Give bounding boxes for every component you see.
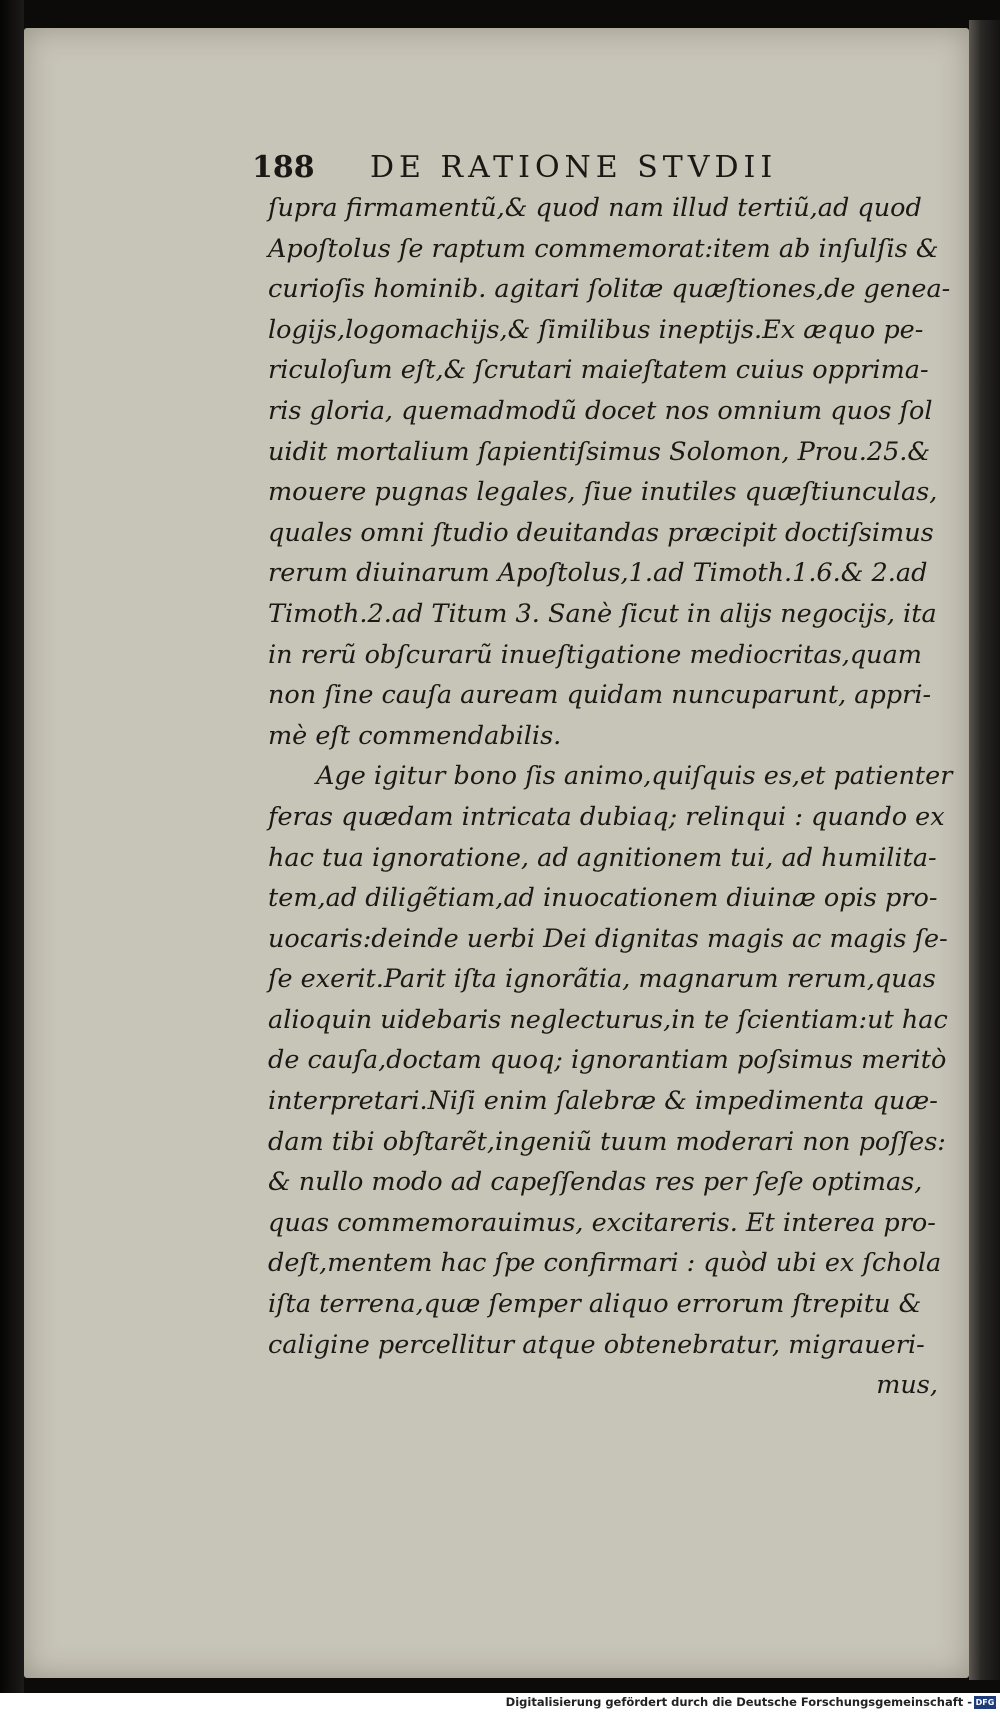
text-line: non ſine cauſa auream quidam nuncuparunt, appri- (268, 680, 932, 711)
text-line: in rerũ obſcurarũ inueſtigatione mediocritas,quam (268, 639, 922, 670)
text-line: hac tua ignoratione, ad agnitionem tui, ad humilita- (268, 842, 937, 873)
text-line: quas commemorauimus, excitareris. Et interea pro- (268, 1207, 936, 1238)
text-line: logijs,logomachijs,& ſimilibus ineptijs.Ex æquo pe- (268, 314, 924, 345)
text-line: quales omni ſtudio deuitandas præcipit doctiſsimus (268, 517, 934, 548)
body-text (268, 188, 968, 1406)
paragraph-start-line: Age igitur bono ſis animo,quiſquis es,et patienter (316, 761, 953, 792)
running-head (252, 150, 892, 190)
binding-shadow (0, 0, 24, 1713)
funding-credit: Digitalisierung gefördert durch die Deutsche Forschungsgemeinschaft - (505, 1695, 972, 1709)
text-line: mouere pugnas legales, ſiue inutiles quæſtiunculas, (268, 477, 938, 508)
text-line: ſupra firmamentũ,& quod nam illud tertiũ,ad quod (268, 193, 922, 223)
digitization-footer (0, 1693, 1000, 1713)
text-line: mè eſt commendabilis. (268, 720, 562, 751)
text-line: deſt,mentem hac ſpe confirmari : quòd ubi ex ſchola (268, 1248, 942, 1279)
text-line: riculoſum eſt,& ſcrutari maieſtatem cuius opprima- (268, 355, 929, 386)
page-number: 188 (252, 150, 315, 185)
page-edge (969, 20, 1000, 1680)
text-line: tem,ad diligẽtiam,ad inuocationem diuinæ opis pro- (268, 883, 938, 914)
running-title: DE RATIONE STVDII (370, 150, 778, 185)
text-line: uocaris:deinde uerbi Dei dignitas magis ac magis ſe- (268, 923, 948, 954)
text-line: de cauſa,doctam quoq; ignorantiam poſsimus meritò (268, 1045, 947, 1076)
text-line: Timoth.2.ad Titum 3. Sanè ſicut in alijs negocijs, ita (268, 598, 937, 629)
text-line: ris gloria, quemadmodũ docet nos omnium quos ſol (268, 395, 933, 426)
text-line: uidit mortalium ſapientiſsimus Solomon, Prou.25.& (268, 436, 931, 467)
text-line: feras quædam intricata dubiaq; relinqui : quando ex (268, 801, 945, 832)
text-line: ſe exerit.Parit iſta ignorãtia, magnarum rerum,quas (268, 964, 936, 995)
text-line: & nullo modo ad capeſſendas res per ſeſe optimas, (268, 1167, 923, 1198)
text-line: iſta terrena,quæ ſemper aliquo errorum ſtrepitu & (268, 1289, 922, 1320)
text-line: rerum diuinarum Apoſtolus,1.ad Timoth.1.6.& 2.ad (268, 558, 928, 589)
text-line: Apoſtolus ſe raptum commemorat:item ab inſulſis & (268, 233, 939, 264)
text-line: alioquin uidebaris neglecturus,in te ſcientiam:ut hac (268, 1004, 948, 1035)
catchword: mus, (876, 1370, 938, 1401)
dfg-logo: DFG (975, 1698, 995, 1707)
text-line: caligine percellitur atque obtenebratur, migraueri- (268, 1329, 925, 1360)
text-line: dam tibi obſtarẽt,ingeniũ tuum moderari non poſſes: (268, 1126, 946, 1157)
text-line: interpretari.Niſi enim ſalebræ & impedimenta quæ- (268, 1086, 938, 1117)
text-line: curioſis hominib. agitari ſolitæ quæſtiones,de genea- (268, 274, 951, 305)
